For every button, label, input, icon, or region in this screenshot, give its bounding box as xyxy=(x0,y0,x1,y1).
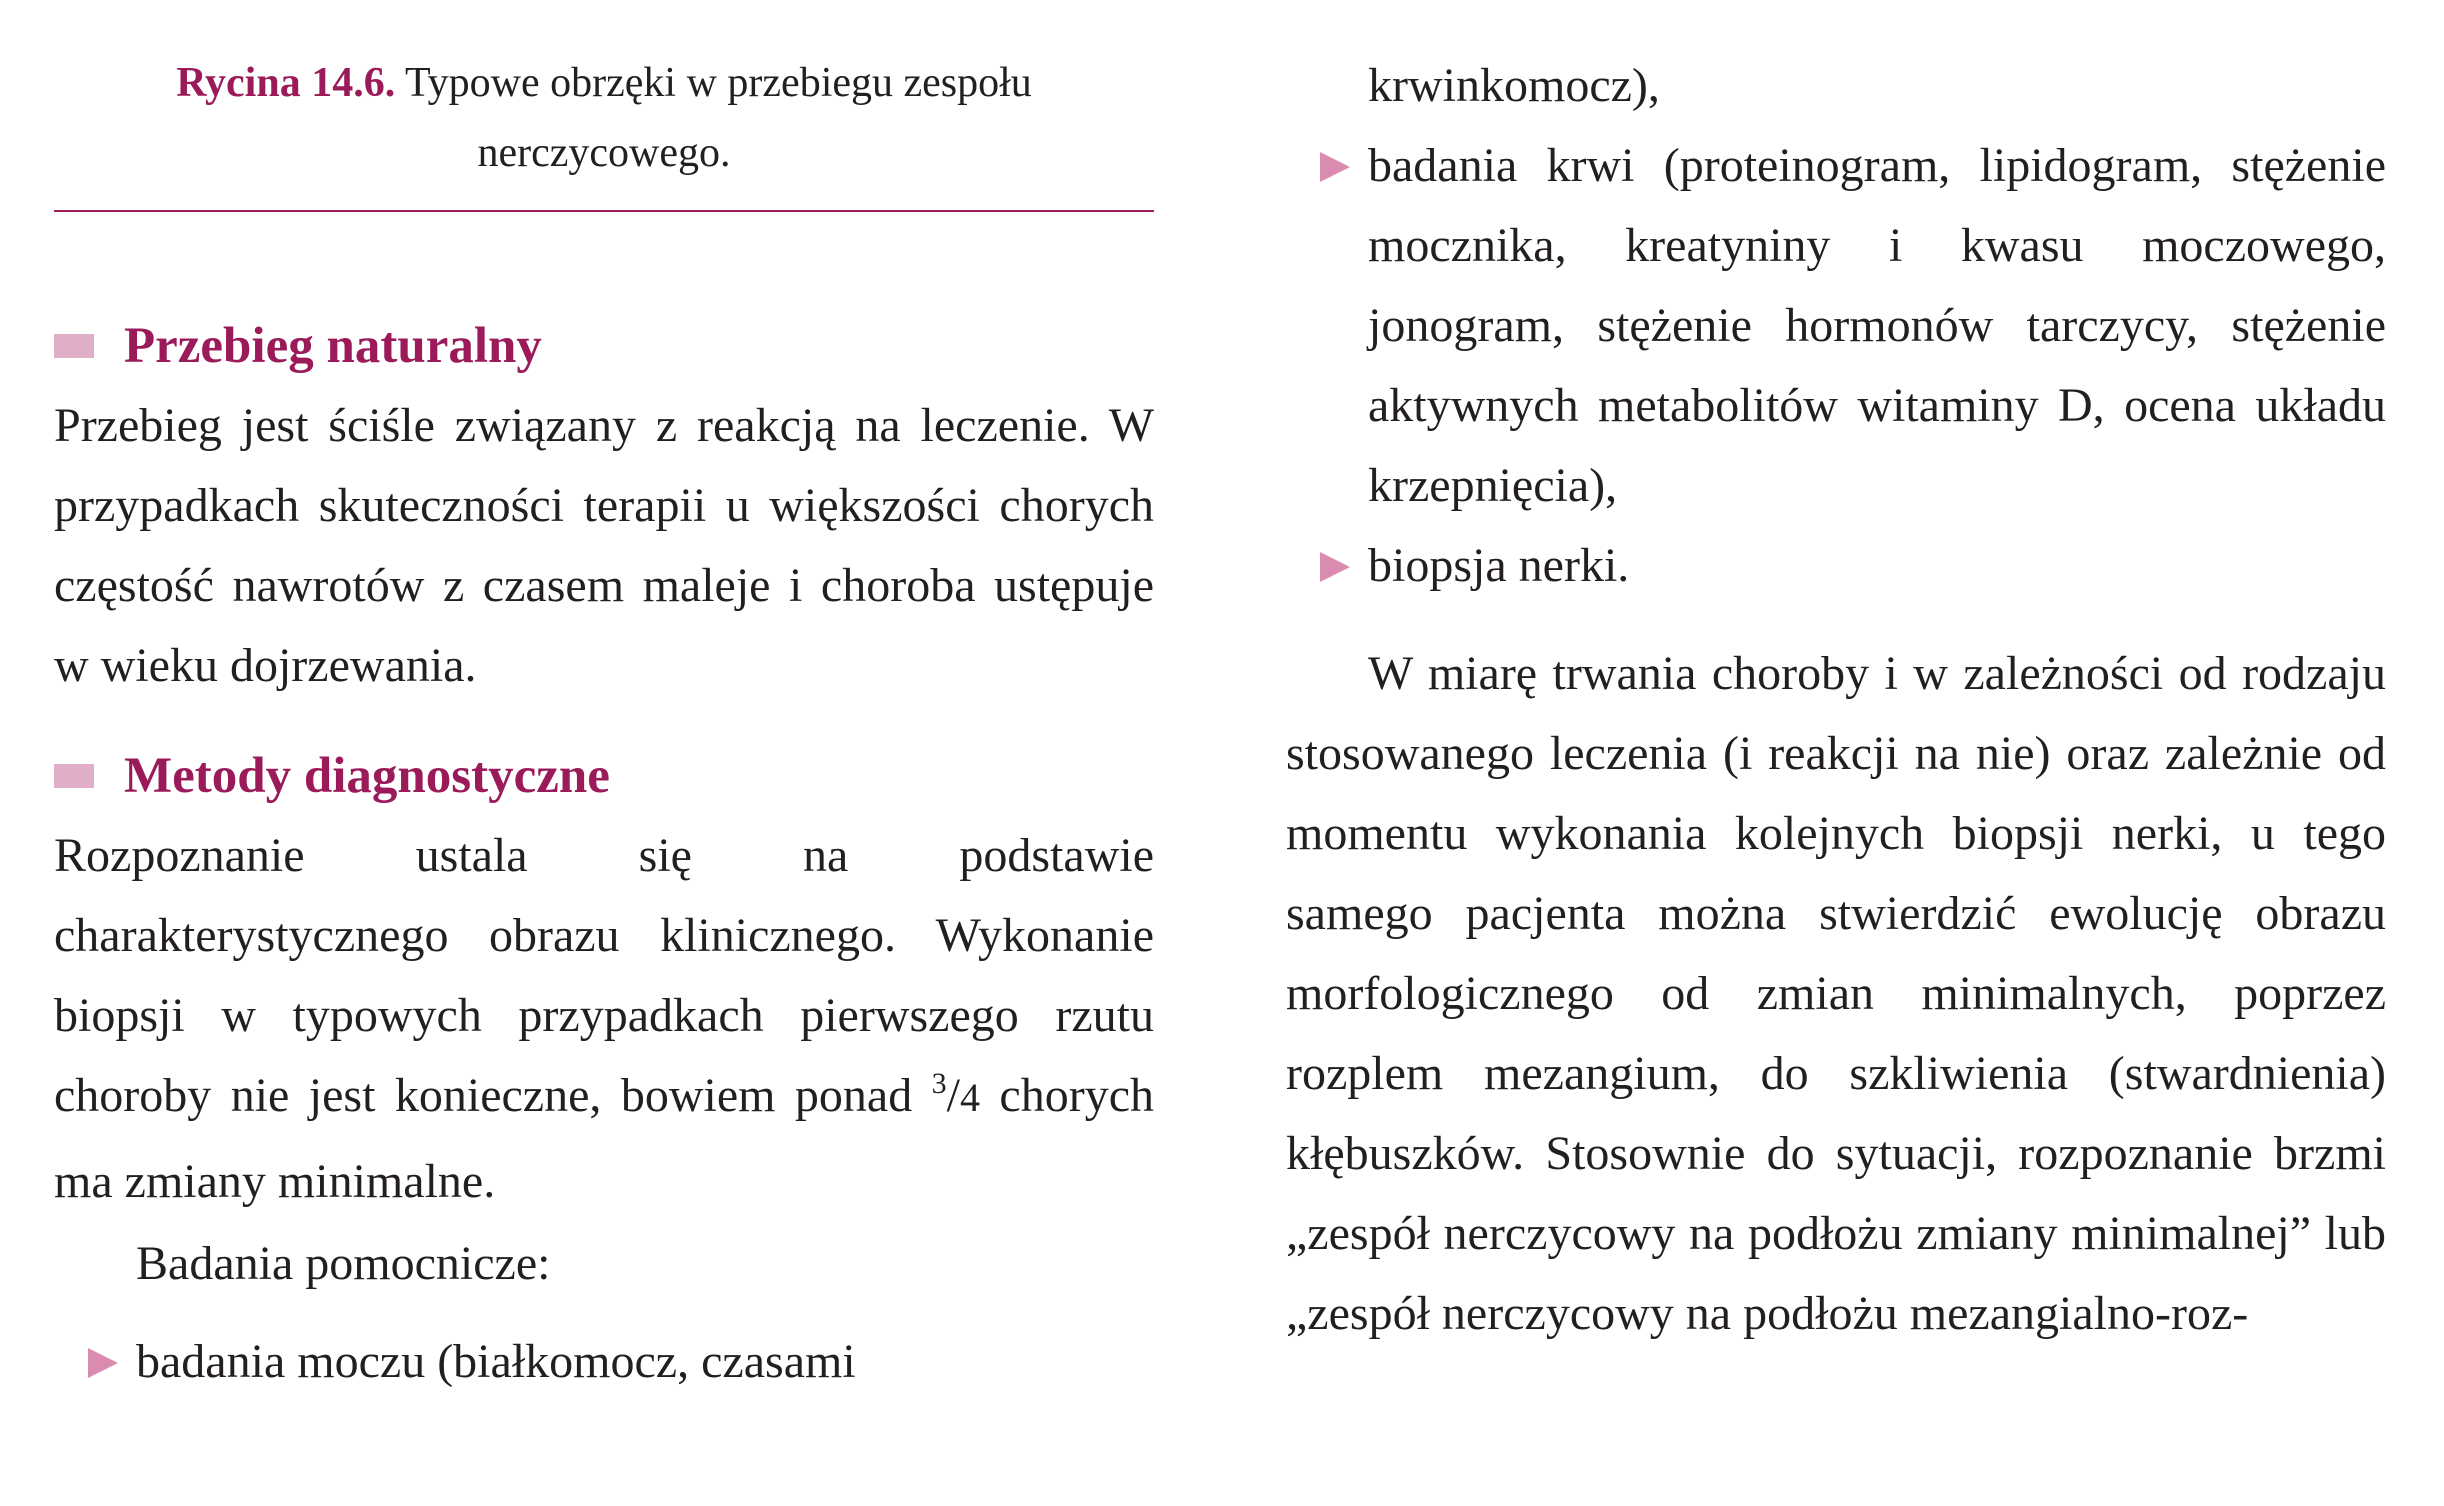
fraction-denominator: 4 xyxy=(959,1075,980,1120)
diagnostic-paragraph xyxy=(54,816,1154,1222)
caption-text: Typowe obrzęki w przebiegu zespołu nerczycowego. xyxy=(395,60,1032,176)
figure-caption xyxy=(54,48,1154,212)
heading-natural-course-text: Przebieg naturalny xyxy=(124,318,542,374)
triangle-bullet-icon xyxy=(1320,526,1350,606)
left-column xyxy=(54,48,1154,1402)
bullet-urine-continuation: krwinkomocz), xyxy=(1368,59,1660,112)
list-item xyxy=(1286,526,2386,606)
section-marker-icon xyxy=(54,764,94,788)
triangle-bullet-icon xyxy=(88,1322,118,1402)
heading-diagnostic-methods xyxy=(54,736,1154,816)
evolution-paragraph: W miarę trwania choroby i w zależności od rodzaju stosowanego leczenia (i reakcji na nie) oraz zależnie od momentu wykonania kolejnych biopsji nerki, u tego samego pacjenta można stwierdzić ewolucję obrazu morfologicznego od zmian minimalnych, poprzez rozplem mezangium, do szkliwienia (stwardnienia) kłębuszków. Stosownie do sytuacji, rozpoznanie brzmi „zespół nerczycowy na podłożu zmiany minimalnej” lub „zespół nerczycowy na podłożu mezangialno-roz- xyxy=(1286,647,2386,1340)
diagnostic-text-part2: chorych ma zmiany minimalne. xyxy=(54,1069,1155,1208)
section-marker-icon xyxy=(54,334,94,358)
natural-course-paragraph: Przebieg jest ściśle związany z reakcją na leczenie. W przypadkach skuteczności terapii u większości chorych częstość nawrotów z czasem maleje i choroba ustępuje w wieku dojrzewania. xyxy=(54,399,1154,692)
triangle-bullet-icon xyxy=(1320,126,1350,206)
bullet-blood-text: badania krwi (proteinogram, lipidogram, stężenie mocznika, kreatyniny i kwasu moczowego, jonogram, stężenie hormonów tarczycy, stężenie aktywnych metabolitów witaminy D, ocena układu krzepnięcia), xyxy=(1368,139,2386,512)
list-item xyxy=(54,1322,1154,1402)
list-item xyxy=(1286,126,2386,526)
right-column xyxy=(1286,46,2386,1354)
aux-tests-label: Badania pomocnicze: xyxy=(136,1237,551,1290)
bullet-urine-text: badania moczu (białkomocz, czasami xyxy=(136,1335,856,1388)
fraction-numerator: 3 xyxy=(931,1067,947,1100)
heading-natural-course xyxy=(54,306,1154,386)
diagnostic-text-part1: Rozpoznanie ustala się na podstawie charakterystycznego obrazu klinicznego. Wykonanie biopsji w typowych przypadkach pierwszego rzutu choroby nie jest konieczne, bowiem ponad xyxy=(54,829,1154,1122)
caption-label: Rycina 14.6. xyxy=(176,60,396,106)
bullet-biopsy-text: biopsja nerki. xyxy=(1368,539,1630,592)
heading-diagnostic-methods-text: Metody diagnostyczne xyxy=(124,748,610,804)
fraction-slash: / xyxy=(946,1069,960,1122)
